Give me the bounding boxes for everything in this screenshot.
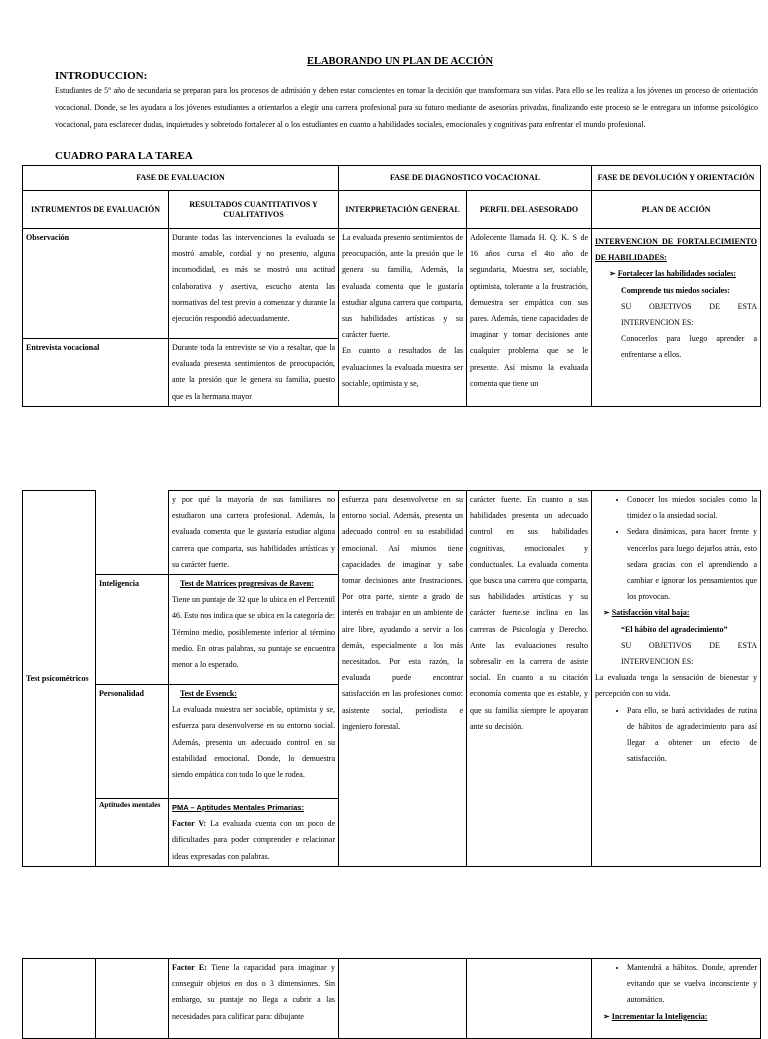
intelligence-result xyxy=(169,575,339,685)
plan-bullet-habits: • Mantendrá a hábitos. Donde, aprender evitando que se vuelva inconsciente y automático. xyxy=(627,960,757,1009)
eysenck-text: La evaluada muestra ser sociable, optimista y se, esfuerza para desenvolverse en su entorno social. Además, presenta un adecuado control en su estabilidad emocional. Donde, lo demuestra siendo empática con todo lo que le rodea. xyxy=(172,705,335,780)
task-table xyxy=(22,165,761,407)
intro-paragraph: Estudiantes de 5° año de secundaria se preparan para los procesos de admisión y deben estar conscientes en tomar la decisión que transformara sus vidas. Para ello se les realiza a los jóvenes un proceso de orientación vocacional. Donde, se les ayudara a los jóvenes estudiantes a orientarlos a elegir una carrera profesional para su futuro mediante de asesorías privadas, finalizando este proceso se le entregara un informe psicológico vocacional, para esclarecer dudas, inquietudes y sobretodo fortalecer al o los estudiantes en cuanto a habilidades sociales, emocionales y cognitivas para enfrentar el mundo profesional. xyxy=(55,86,758,129)
interpretation-continued: esfuerza para desenvolverse en su entorno social. Además, presenta un adecuado control en su estabilidad emocional. Así mismos tiene capacidades de imaginar y sabe tomar decisiones ante frustraciones. Por otra parte, siente a grado de interés en trabajar en un ambiente de aire libre, ayudando a servir a los demás, especialmente a los más necesitados. Por esta razón, la evaluada puede encontrar satisfacción en las profesiones como: asistente social, periodista e ingeniero forestal. xyxy=(339,491,467,867)
arrow-bullet-icon: ➢ xyxy=(603,1011,612,1021)
pma-test-title: PMA – Aptitudes Mentales Primarias: xyxy=(172,803,304,813)
row-interview-label: Entrevista vocacional xyxy=(23,339,169,407)
col-profile-header: PERFIL DEL ASESORADO xyxy=(467,191,592,229)
eysenck-test-title: Test de Evsenck: xyxy=(180,689,238,699)
plan-evaluated-wellbeing: La evaluada tenga la sensación de bienestar y percepción con su vida. xyxy=(595,673,757,699)
page-title: ELABORANDO UN PLAN DE ACCIÓN xyxy=(306,56,494,67)
action-plan-page3 xyxy=(592,959,761,1039)
raven-test-title: Test de Matrices progresivas de Raven: xyxy=(180,579,314,589)
phase-return-header: FASE DE DEVOLUCIÓN Y ORIENTACIÓN xyxy=(592,166,761,191)
plan-gratitude-habit: “El hábito del agradecimiento” xyxy=(621,624,728,634)
interpretation-text-1: La evaluada presento sentimientos de preocupación, ante la presión que le genera su familia, Además, la evaluada comenta que le gustaría estudiar alguna carrera que comparta, sus habilidades artísticas y su carácter fuerte. xyxy=(342,233,464,340)
factor-e-text: Tiene la capacidad para imaginar y conseguir objetos en dos o 3 dimensiones. Sin embargo, su puntaje no llega a cubrir a las necesidades para calificar para: dibujante xyxy=(172,963,335,1021)
action-plan-continued xyxy=(592,491,761,867)
task-table-continued xyxy=(22,490,761,867)
aptitudes-result xyxy=(169,799,339,867)
empty-cell xyxy=(96,959,169,1039)
plan-objectives: SU OBJETIVOS DE ESTA INTERVENCION ES: xyxy=(621,301,758,328)
col-results-header: RESULTADOS CUANTITATIVOS Y CUALITATIVOS xyxy=(169,191,339,229)
personality-label: Personalidad xyxy=(96,685,169,799)
raven-score-text: Tiene un puntaje de 32 que lo ubica en el Percentil 46. Esto nos indica que se ubica en la categoría de: xyxy=(172,595,335,621)
continued-interview-result: y por qué la mayoría de sus familiares no estudiaron una carrera profesional. Además, la evaluada comenta que le gustaría estudiar alguna carrera que comparta, sus habilidades artísticas y su carácter fuerte. xyxy=(169,491,339,575)
empty-cell xyxy=(467,959,592,1039)
intelligence-label: Inteligencia xyxy=(96,575,169,685)
factor-v-label: Factor V: xyxy=(172,819,207,829)
action-plan-cell xyxy=(592,229,761,407)
interview-result: Durante toda la entreviste se vio a resaltar, que la evaluada presenta sentimientos de preocupación, ante la presión que le genera su familia, puesto que es la hermana mayor xyxy=(169,339,339,407)
plan-life-satisfaction: Satisfacción vital baja: xyxy=(611,608,690,618)
factor-e-label: Factor E: xyxy=(172,963,207,972)
arrow-bullet-icon: ➢ xyxy=(609,269,618,279)
plan-bullet-routine: • Para ello, se hará actividades de rutina de hábitos de agradecimiento para así llegar a obtener un efecto de satisfacción. xyxy=(627,703,757,768)
factor-e-result xyxy=(169,959,339,1039)
col-interpretation-header: INTERPRETACIÓN GENERAL xyxy=(339,191,467,229)
arrow-bullet-icon: ➢ xyxy=(603,608,612,618)
personality-result xyxy=(169,685,339,799)
raven-category-text: Término medio, posiblemente inferior al término medio. En otras palabras, su puntaje se encuentra menor a lo esperado. xyxy=(172,627,335,670)
col-instruments-header: INTRUMENTOS DE EVALUACIÓN xyxy=(23,191,169,229)
empty-cell xyxy=(23,959,96,1039)
col-action-plan-header: PLAN DE ACCIÓN xyxy=(592,191,761,229)
plan-objectives-2: SU OBJETIVOS DE ESTA INTERVENCION ES: xyxy=(621,640,757,667)
plan-intervention-heading: INTERVENCION DE FORTALECIMIENTO DE HABILIDADES: xyxy=(595,237,758,263)
intro-heading: INTRODUCCION: xyxy=(55,70,148,82)
row-observation-label: Observación xyxy=(23,229,169,339)
plan-understand-fears: Comprende tus miedos sociales: xyxy=(621,285,730,295)
empty-cell xyxy=(339,959,467,1039)
profile-cell: Adolecente llamada H. Q. K. S de 16 años cursa el 4to año de segundaria, Muestra ser, sociable, optimista, tolerante a la frustración, demuestra ser empática con sus pares. Además, tiene capacidades de imaginar y tomar decisiones ante cualquier problema que se le presente. Así mismo la evaluada comenta que tiene un xyxy=(467,229,592,407)
plan-increase-intelligence: Incrementar la Inteligencia: xyxy=(611,1011,708,1021)
observation-result: Durante todas las intervenciones la evaluada se mostró amable, cordial y no presento, alguna incomodidad, es más se mostró una actitud colaborativa y asertiva, escucho atenta las normativas del test previo a comenzar y durante la ejecución respondió adecuadamente. xyxy=(169,229,339,339)
plan-bullet-know-fears: • Conocer los miedos sociales como la timidez o la ansiedad social. xyxy=(627,492,757,524)
interpretation-cell xyxy=(339,229,467,407)
plan-know-them: Conocerlos para luego aprender a enfrentarse a ellos. xyxy=(621,334,758,360)
phase-diagnosis-header: FASE DE DIAGNOSTICO VOCACIONAL xyxy=(339,166,592,191)
plan-bullet-dynamics: • Sedara dinámicas, para hacer frente y vencerlos para luego dejarlos atrás, esto sedara gracias con el aprendiendo a cambiar e ignorar los pensamientos que los provocan. xyxy=(627,524,757,605)
cuadro-heading: CUADRO PARA LA TAREA xyxy=(55,150,193,162)
task-table-page3 xyxy=(22,958,761,1039)
empty-cell xyxy=(96,491,169,575)
group-psychometric-label: Test psicométricos xyxy=(23,491,96,867)
aptitudes-label: Aptitudes mentales xyxy=(96,799,169,867)
factor-v-text: La evaluada cuenta con un poco de dificultades para poder comprender e relacionar ideas expresadas con palabras. xyxy=(172,819,335,861)
phase-evaluation-header: FASE DE EVALUACION xyxy=(23,166,339,191)
plan-strengthen-skills: Fortalecer las habilidades sociales: xyxy=(617,269,737,279)
profile-continued: carácter fuerte. En cuanto a sus habilidades presenta un adecuado control en sus habilidades cognitivas, emocionales y conductuales. La evaluada comenta que busca una carrera que comparta, sus habilidades artísticas y su carácter fuerte.se inclina en las carreras de Psicología y Derecho. Ante las evaluaciones resulto sobresalir en la carrera de asiste social. En cuanto a su citación economía comenta que es estable, y que su familia siempre le apoyaran ante su decisión. xyxy=(467,491,592,867)
interpretation-text-2: En cuanto a resultados de las evaluaciones la evaluada muestra ser sociable, optimista y se, xyxy=(342,346,464,388)
